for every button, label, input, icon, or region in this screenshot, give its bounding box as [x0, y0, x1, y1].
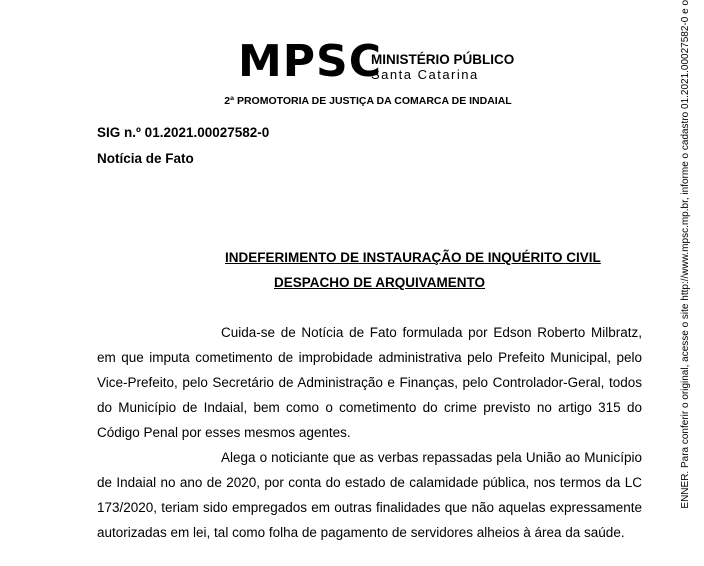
- logo-mark: MPSC: [238, 36, 383, 87]
- sig-number: SIG n.º 01.2021.00027582-0: [97, 125, 270, 140]
- title-indeferimento: INDEFERIMENTO DE INSTAURAÇÃO DE INQUÉRITO CIVIL: [225, 250, 601, 265]
- vertical-side-note: ENNER. Para conferir o original, acesse o site http://www.mpsc.mp.br, informe o cadastro 01.2021.00027582-0 e o: [680, 0, 691, 509]
- logo-state-name: Santa Catarina: [371, 67, 479, 82]
- logo-org-name: MINISTÉRIO PÚBLICO: [371, 52, 515, 67]
- promotoria-heading: 2ª PROMOTORIA DE JUSTIÇA DA COMARCA DE INDAIAL: [224, 95, 512, 107]
- title-despacho: DESPACHO DE ARQUIVAMENTO: [274, 275, 486, 290]
- body-paragraph-1: [97, 320, 642, 445]
- body-paragraph-2: [97, 445, 642, 545]
- mpsc-logo: [238, 36, 515, 87]
- paragraph-1-text: Cuida-se de Notícia de Fato formulada por Edson Roberto Milbratz, em que imputa cometimento de improbidade administrativa pelo Prefeito Municipal, pelo Vice-Prefeito, pelo Secretário de Administração e Finanças, pelo Controlador-Geral, todos do Município de Indaial, bem como o cometimento do crime previsto no artigo 315 do Código Penal por esses mesmos agentes.: [97, 325, 642, 440]
- paragraph-2-text: Alega o noticiante que as verbas repassadas pela União ao Município de Indaial no ano de 2020, por conta do estado de calamidade pública, nos termos da LC 173/2020, teriam sido empregados em outras finalidades que não aquelas expressamente autorizadas em lei, tal como folha de pagamento de servidores alheios à área da saúde.: [97, 450, 642, 540]
- document-type: Notícia de Fato: [97, 151, 194, 166]
